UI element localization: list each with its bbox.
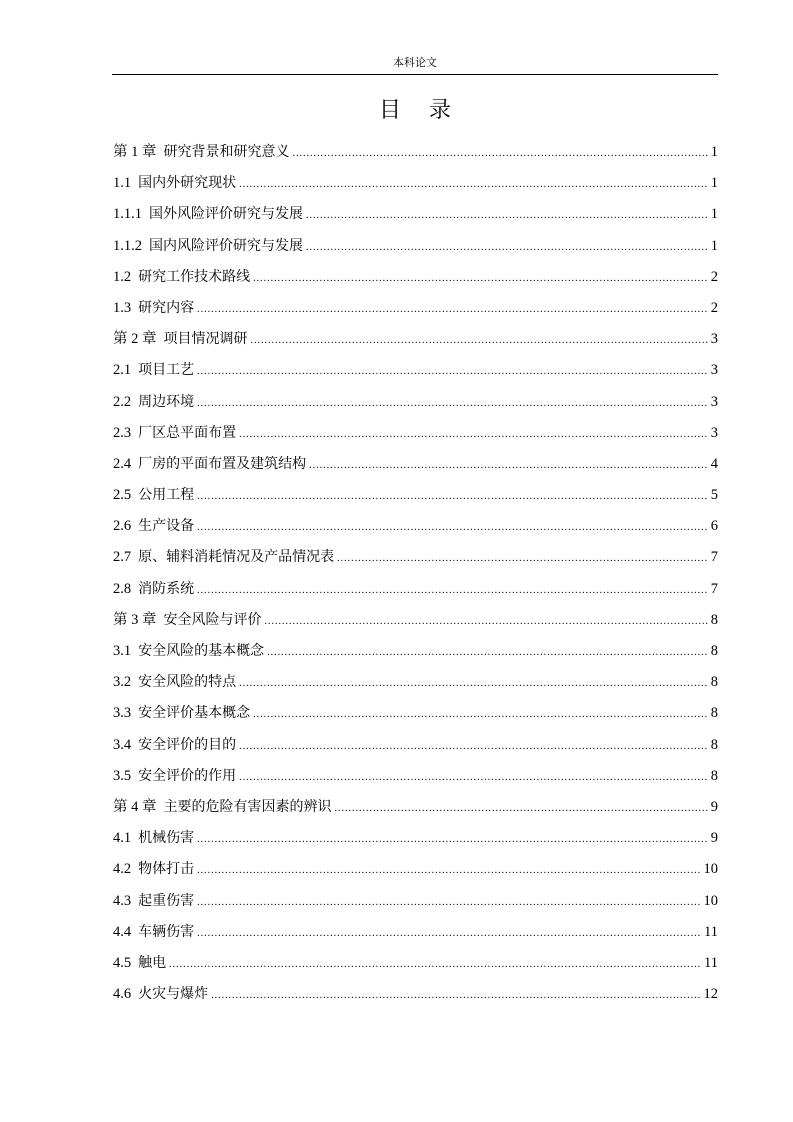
toc-entry-number: 3.4 [113,736,132,753]
toc-entry[interactable] [113,672,718,703]
toc-entry-title: 主要的危险有害因素的辨识 [163,798,332,815]
toc-entry-title: 公用工程 [138,487,195,504]
toc-entry-title: 起重伤害 [138,892,195,909]
toc-dot-leader [211,986,700,1006]
toc-entry-title: 周边环境 [138,393,195,410]
toc-entry[interactable] [113,735,718,766]
toc-entry[interactable] [113,267,718,298]
toc-entry[interactable] [113,485,718,516]
toc-entry[interactable] [113,579,718,610]
toc-entry-title: 安全评价的作用 [138,767,237,784]
toc-entry[interactable] [113,454,718,485]
toc-entry-number: 2.6 [113,518,132,535]
toc-entry-number: 1.1 [113,175,132,192]
toc-entry-page: 7 [710,549,718,566]
toc-dot-leader [253,705,708,725]
toc-dot-leader [239,175,708,195]
toc-entry-title: 项目情况调研 [163,331,248,348]
toc-dot-leader [239,768,708,788]
toc-entry-number: 2.3 [113,424,132,441]
toc-dot-leader [239,674,708,694]
toc-dot-leader [197,924,701,944]
toc-dot-leader [293,144,708,164]
toc-entry-page: 3 [710,331,718,348]
toc-entry-page: 8 [710,643,718,659]
toc-entry-page: 8 [710,736,718,753]
toc-entry-page: 3 [710,393,718,410]
toc-entry-page: 6 [710,518,718,535]
toc-entry-page: 8 [710,611,718,628]
toc-entry-page: 1 [710,144,718,160]
toc-dot-leader [197,581,708,601]
toc-entry-title: 研究背景和研究意义 [163,144,290,160]
toc-entry-title: 机械伤害 [138,830,195,847]
toc-dot-leader [267,643,708,663]
toc-dot-leader [251,331,708,351]
toc-entry-number: 4.3 [113,892,132,909]
toc-entry-page: 1 [710,206,718,223]
toc-entry-page: 9 [710,830,718,847]
toc-entry-number: 3.5 [113,767,132,784]
toc-entry[interactable] [113,703,718,734]
toc-entry-title: 消防系统 [138,580,195,597]
toc-entry-page: 3 [710,424,718,441]
toc-entry-number: 1.2 [113,268,132,285]
toc-entry-number: 2.4 [113,455,132,472]
toc-dot-leader [169,955,701,975]
table-of-contents [113,142,718,1015]
toc-dot-leader [197,893,700,913]
running-header: 本科论文 [393,56,437,69]
toc-entry-title: 安全评价基本概念 [138,705,251,722]
toc-entry-number: 2.1 [113,362,132,379]
toc-entry[interactable] [113,610,718,641]
toc-entry[interactable] [113,641,718,672]
toc-dot-leader [337,549,708,569]
toc-entry[interactable] [113,392,718,423]
toc-entry-title: 研究内容 [138,299,195,316]
toc-dot-leader [197,394,708,414]
toc-entry[interactable] [113,360,718,391]
toc-entry[interactable] [113,953,718,984]
toc-entry-title: 生产设备 [138,518,195,535]
toc-entry-page: 8 [710,674,718,691]
toc-dot-leader [197,487,708,507]
toc-entry-page: 8 [710,705,718,722]
toc-entry[interactable] [113,984,718,1015]
toc-dot-leader [197,518,708,538]
toc-entry-title: 项目工艺 [138,362,195,379]
toc-entry-page: 12 [703,986,718,1003]
toc-entry-number: 4.4 [113,923,132,940]
toc-entry-number: 2.5 [113,487,132,504]
toc-entry-page: 3 [710,362,718,379]
toc-entry[interactable] [113,516,718,547]
toc-entry-number: 4.1 [113,830,132,847]
toc-entry-number: 4.5 [113,954,132,971]
toc-entry-number: 第 1 章 [113,144,157,160]
toc-dot-leader [253,269,708,289]
toc-entry[interactable] [113,828,718,859]
toc-entry-title: 原、辅料消耗情况及产品情况表 [138,549,335,566]
toc-entry-page: 9 [710,798,718,815]
toc-entry[interactable] [113,797,718,828]
toc-dot-leader [306,206,708,226]
toc-entry[interactable] [113,298,718,329]
toc-entry-number: 第 3 章 [113,611,157,628]
toc-dot-leader [197,830,708,850]
toc-entry-number: 3.1 [113,643,132,659]
toc-entry[interactable] [113,891,718,922]
toc-entry-page: 11 [704,923,718,940]
toc-entry-number: 4.6 [113,986,132,1003]
toc-entry-number: 1.3 [113,299,132,316]
toc-entry-title: 火灾与爆炸 [138,986,209,1003]
toc-entry-number: 第 4 章 [113,798,157,815]
toc-entry-page: 7 [710,580,718,597]
toc-entry-title: 国内风险评价研究与发展 [149,237,303,254]
toc-entry-page: 10 [703,861,718,878]
toc-entry-title: 厂房的平面布置及建筑结构 [138,455,307,472]
toc-entry-number: 2.8 [113,580,132,597]
toc-entry-number: 2.7 [113,549,132,566]
toc-entry-title: 物体打击 [138,861,195,878]
toc-dot-leader [265,612,708,632]
toc-entry-title: 安全评价的目的 [138,736,237,753]
toc-dot-leader [306,238,708,258]
toc-entry-page: 1 [710,237,718,254]
toc-dot-leader [309,456,708,476]
toc-entry[interactable] [113,236,718,267]
toc-entry[interactable] [113,204,718,235]
toc-entry-title: 安全风险的基本概念 [138,643,265,659]
toc-entry-title: 国外风险评价研究与发展 [149,206,303,223]
toc-entry-number: 1.1.1 [113,206,142,223]
toc-entry[interactable] [113,766,718,797]
toc-entry[interactable] [113,547,718,578]
toc-entry-page: 2 [710,268,718,285]
toc-entry-page: 4 [710,455,718,472]
toc-entry-number: 2.2 [113,393,132,410]
header-rule [112,74,718,75]
toc-dot-leader [197,362,708,382]
toc-entry-title: 国内外研究现状 [138,175,237,192]
toc-entry[interactable] [113,142,718,173]
toc-entry-page: 5 [710,487,718,504]
toc-entry[interactable] [113,329,718,360]
toc-entry-title: 触电 [138,954,167,971]
toc-title: 目录 [378,98,479,123]
toc-entry-number: 4.2 [113,861,132,878]
toc-dot-leader [239,737,708,757]
toc-entry[interactable] [113,423,718,454]
toc-entry-title: 车辆伤害 [138,923,195,940]
toc-entry-number: 3.3 [113,705,132,722]
toc-entry-title: 厂区总平面布置 [138,424,237,441]
toc-dot-leader [335,799,708,819]
toc-entry-page: 8 [710,767,718,784]
toc-dot-leader [197,300,708,320]
toc-entry-title: 安全风险的特点 [138,674,237,691]
toc-entry-title: 安全风险与评价 [163,611,262,628]
toc-entry-page: 1 [710,175,718,192]
toc-dot-leader [197,861,700,881]
toc-entry-page: 10 [703,892,718,909]
toc-entry[interactable] [113,173,718,204]
toc-entry-title: 研究工作技术路线 [138,268,251,285]
toc-entry-number: 第 2 章 [113,331,157,348]
toc-dot-leader [239,425,708,445]
toc-entry-page: 11 [704,954,718,971]
toc-entry-page: 2 [710,299,718,316]
toc-entry-number: 3.2 [113,674,132,691]
toc-entry-number: 1.1.2 [113,237,142,254]
toc-entry[interactable] [113,922,718,953]
toc-entry[interactable] [113,859,718,890]
